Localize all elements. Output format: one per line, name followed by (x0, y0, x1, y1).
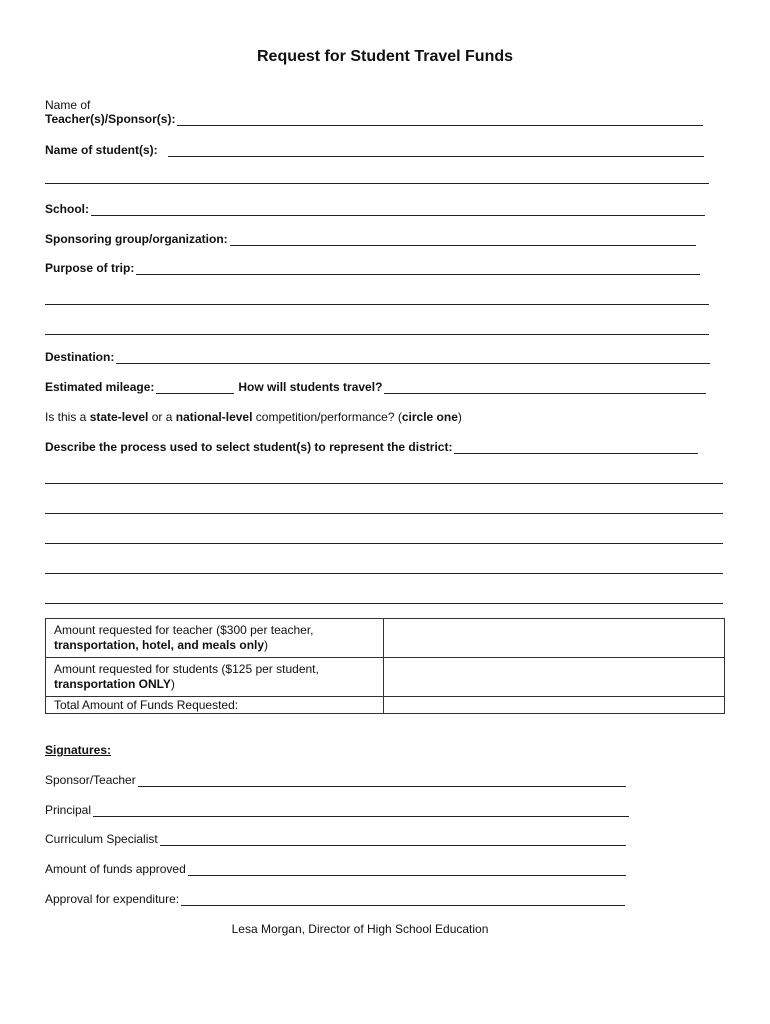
purpose-extra-line-2[interactable] (45, 334, 709, 335)
destination-label: Destination: (45, 350, 115, 364)
students-amount-field[interactable] (384, 658, 725, 697)
purpose-field[interactable] (136, 262, 700, 275)
travel-label: How will students travel? (238, 380, 383, 394)
signatures-heading: Signatures: (45, 743, 112, 757)
total-amount-label: Total Amount of Funds Requested: (46, 697, 384, 714)
purpose-field-row (45, 261, 700, 275)
level-question: Is this a state-level or a national-level competition/performance? (circle one) (45, 410, 462, 424)
process-line-5[interactable] (45, 603, 723, 604)
sponsoring-field[interactable] (230, 233, 696, 246)
total-amount-row (46, 697, 725, 714)
national-level-option[interactable]: national-level (175, 410, 253, 424)
teacher-label-line2: Teacher(s)/Sponsor(s): (45, 112, 176, 126)
school-field[interactable] (91, 203, 705, 216)
travel-field[interactable] (384, 381, 706, 394)
approval-row (45, 892, 625, 906)
mileage-field-row (45, 380, 706, 394)
process-field[interactable] (454, 441, 698, 454)
teacher-amount-row (46, 619, 725, 658)
teacher-name-field[interactable] (177, 113, 703, 126)
teacher-label-line1: Name of (45, 98, 91, 112)
students-name-field[interactable] (168, 144, 704, 157)
students-amount-row (46, 658, 725, 697)
process-line-3[interactable] (45, 543, 723, 544)
students-field-row (45, 143, 704, 157)
funds-table (45, 618, 725, 714)
approval-label: Approval for expenditure: (45, 892, 180, 906)
curriculum-signature-line[interactable] (160, 833, 626, 846)
process-line-4[interactable] (45, 573, 723, 574)
teacher-field-row (45, 112, 703, 126)
students-amount-label: Amount requested for students ($125 per student, transportation ONLY) (46, 658, 384, 697)
principal-signature-line[interactable] (93, 804, 629, 817)
footer-director: Lesa Morgan, Director of High School Education (231, 922, 489, 936)
form-title: Request for Student Travel Funds (256, 48, 514, 65)
school-label: School: (45, 202, 89, 216)
curriculum-signature-label: Curriculum Specialist (45, 832, 158, 846)
sponsor-signature-row (45, 773, 626, 787)
school-field-row (45, 202, 705, 216)
curriculum-signature-row (45, 832, 626, 846)
principal-signature-label: Principal (45, 803, 92, 817)
amount-approved-row (45, 862, 626, 876)
amount-approved-label: Amount of funds approved (45, 862, 186, 876)
process-line-2[interactable] (45, 513, 723, 514)
destination-field-row (45, 350, 710, 364)
destination-field[interactable] (116, 351, 710, 364)
students-label: Name of student(s): (45, 143, 158, 157)
sponsor-signature-line[interactable] (138, 774, 626, 787)
process-label: Describe the process used to select student(s) to represent the district: (45, 440, 453, 454)
process-line-1[interactable] (45, 483, 723, 484)
sponsor-signature-label: Sponsor/Teacher (45, 773, 136, 787)
principal-signature-row (45, 803, 629, 817)
process-field-row (45, 440, 698, 454)
amount-approved-line[interactable] (188, 863, 626, 876)
teacher-amount-label: Amount requested for teacher ($300 per teacher, transportation, hotel, and meals only) (46, 619, 384, 658)
total-amount-field[interactable] (384, 697, 725, 714)
purpose-extra-line-1[interactable] (45, 304, 709, 305)
sponsoring-label: Sponsoring group/organization: (45, 232, 228, 246)
state-level-option[interactable]: state-level (89, 410, 149, 424)
purpose-label: Purpose of trip: (45, 261, 135, 275)
mileage-label: Estimated mileage: (45, 380, 155, 394)
approval-line[interactable] (181, 893, 625, 906)
sponsoring-field-row (45, 232, 696, 246)
mileage-field[interactable] (156, 381, 234, 394)
teacher-amount-field[interactable] (384, 619, 725, 658)
students-extra-line[interactable] (45, 183, 709, 184)
